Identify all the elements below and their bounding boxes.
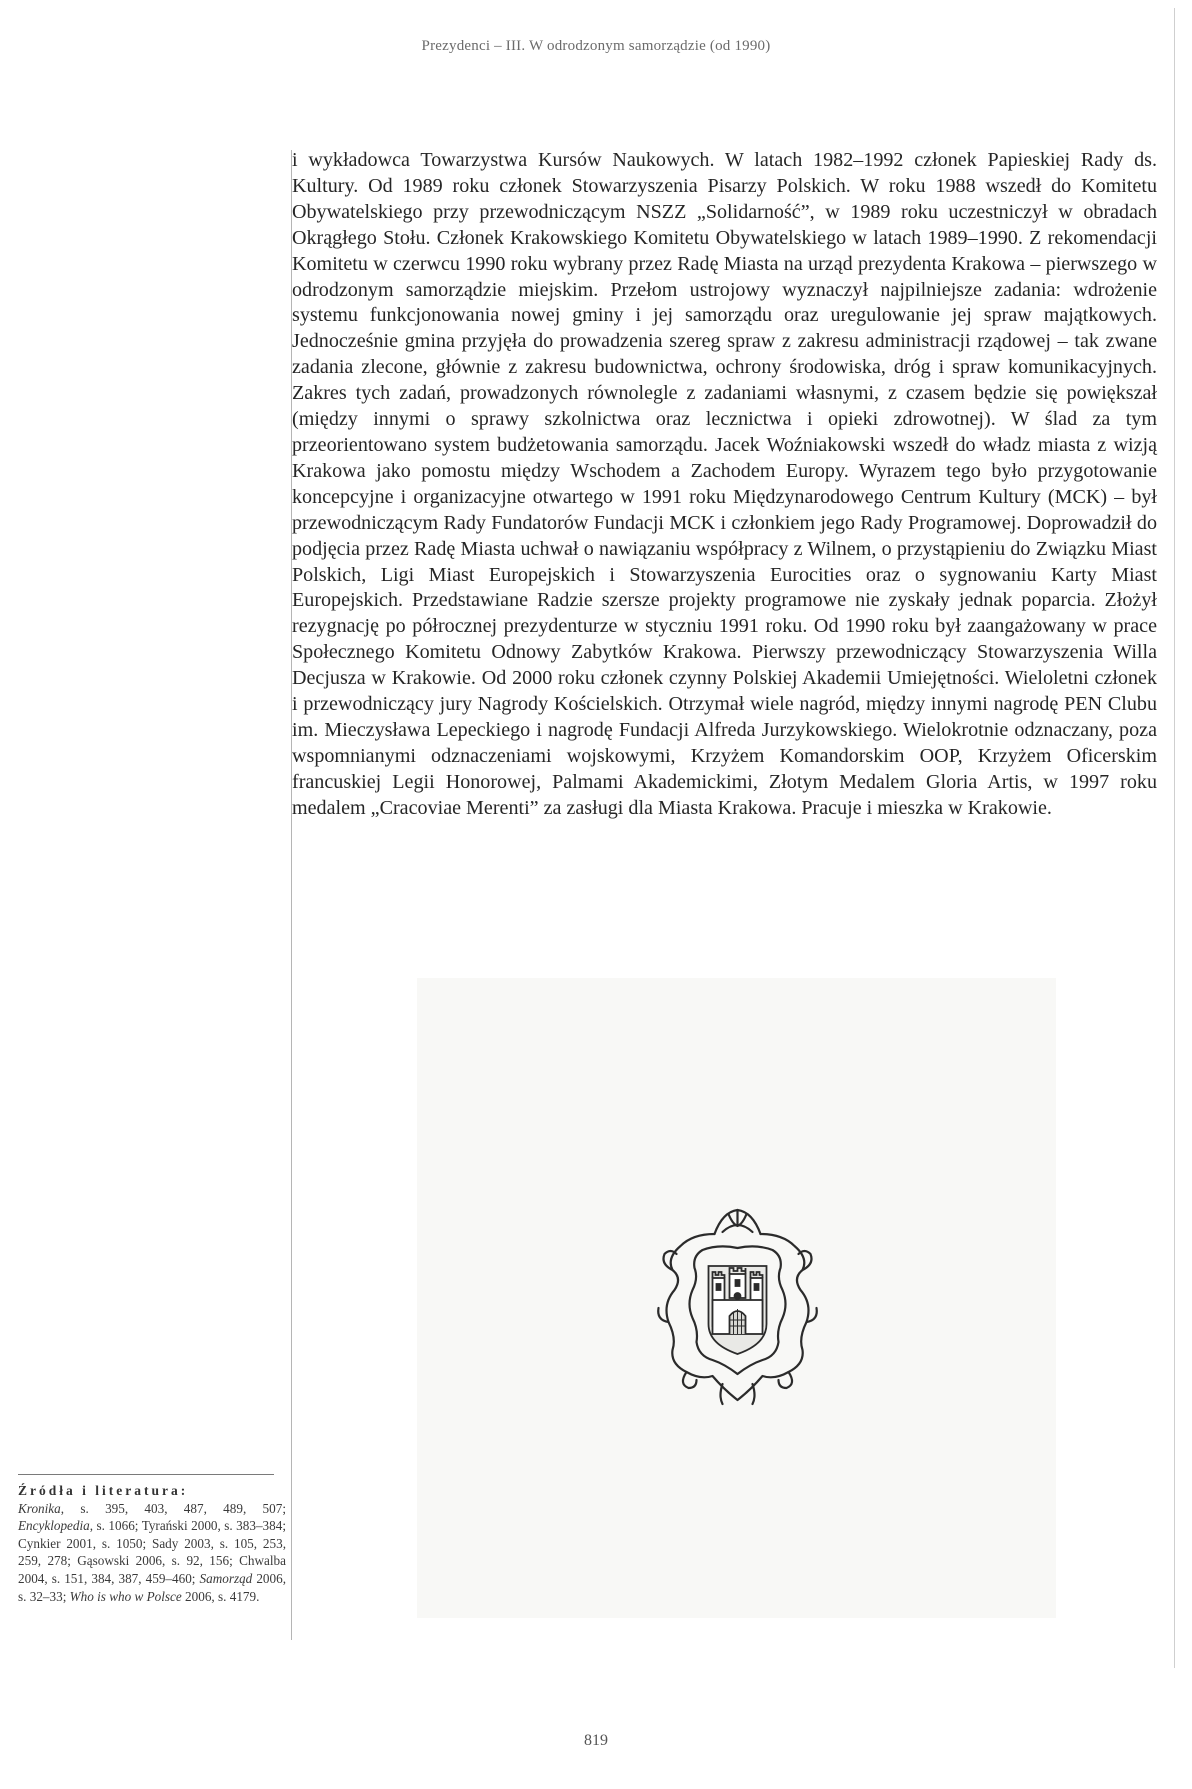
krakow-coat-of-arms-icon <box>652 1204 823 1408</box>
biography-text <box>292 148 1157 822</box>
source-pages: , s. 1066; Tyrański 2000, s. 383–384; Cynkier 2001, s. 1050; Sady 2003, s. 105, 253, 259, 278; Gąsowski 2006, s. 92, 156; Chwalba 2004, s. 151, 384, 387, 459–460; <box>18 1518 286 1586</box>
page-edge-line <box>1174 8 1175 1668</box>
sources-block <box>18 1482 286 1605</box>
source-title: Kronika <box>18 1500 61 1516</box>
source-title: Who is who w Polsce <box>69 1588 182 1604</box>
source-title: Encyklopedia <box>18 1518 90 1534</box>
footnote-rule <box>18 1474 274 1475</box>
sources-heading: Źródła i literatura: <box>18 1483 189 1498</box>
page-number: 819 <box>584 1732 608 1749</box>
source-pages: , s. 395, 403, 487, 489, 507; <box>60 1500 286 1516</box>
source-pages: 2006, s. 4179. <box>181 1588 260 1604</box>
source-title: Samorząd <box>199 1570 253 1586</box>
biography-paragraph: i wykładowca Towarzystwa Kursów Naukowych. W latach 1982–1992 członek Papieskiej Rady ds. Kultury. Od 1989 roku członek Stowarzyszenia Pisarzy Polskich. W roku 1988 wszedł do Komitetu Obywatelskiego przy przewodniczącym NSZZ „Solidarność”, w 1989 roku uczestniczył w obradach Okrągłego Stołu. Członek Krakowskiego Komitetu Obywatelskiego w latach 1989–1990. Z rekomendacji Komitetu w czerwcu 1990 roku wybrany przez Radę Miasta na urząd prezydenta Krakowa – pierwszego w odrodzonym samorządzie miejskim. Przełom ustrojowy wyznaczył najpilniejsze zadania: wdrożenie systemu funkcjonowania nowej gminy i jej samorządu oraz uregulowanie jej spraw majątkowych. Jednocześnie gmina przyjęła do prowadzenia szereg spraw z zakresu administracji rządowej – tak zwane zadania zlecone, głównie z zakresu budownictwa, ochrony środowiska, dróg i spraw komunikacyjnych. Zakres tych zadań, prowadzonych równolegle z zadaniami własnymi, z czasem będzie się powiększał (między innymi o sprawy szkolnictwa oraz lecznictwa i opieki zdrowotnej). W ślad za tym przeorientowano system budżetowania samorządu. Jacek Woźniakowski wszedł do władz miasta z wizją Krakowa jako pomostu między Wschodem a Zachodem Europy. Wyrazem tego było przygotowanie koncepcyjne i organizacyjne otwartego w 1991 roku Międzynarodowego Centrum Kultury (MCK) – był przewodniczącym Rady Fundatorów Fundacji MCK i członkiem jego Rady Programowej. Doprowadził do podjęcia przez Radę Miasta uchwał o nawiązaniu współpracy z Wilnem, o przystąpieniu do Związku Miast Polskich, Ligi Miast Europejskich i Stowarzyszenia Eurocities oraz o sygnowaniu Karty Miast Europejskich. Przedstawiane Radzie szersze projekty programowe nie zyskały jednak poparcia. Złożył rezygnację po półrocznej prezydenturze w styczniu 1991 roku. Od 1990 roku był zaangażowany w prace Społecznego Komitetu Odnowy Zabytków Krakowa. Pierwszy przewodniczący Stowarzyszenia Willa Decjusza w Krakowie. Od 2000 roku członek czynny Polskiej Akademii Umiejętności. Wieloletni członek i przewodniczący jury Nagrody Kościelskich. Otrzymał wiele nagród, między innymi nagrodę PEN Clubu im. Mieczysława Lepeckiego i nagrodę Fundacji Alfreda Jurzykowskiego. Wielokrotnie odznaczany, poza wspomnianymi odznaczeniami wojskowymi, Krzyżem Komandorskim OOP, Krzyżem Oficerskim francuskiej Legii Honorowej, Palmami Akademickimi, Złotym Medalem Gloria Artis, w 1997 roku medalem „Cracoviae Merenti” za zasługi dla Miasta Krakowa. Pracuje i mieszka w Krakowie. <box>292 149 1157 819</box>
running-head: Prezydenci – III. W odrodzonym samorządzie (od 1990) <box>421 38 771 54</box>
source-pages: 2006, s. 32–33; <box>18 1570 287 1604</box>
sources-text <box>18 1500 286 1606</box>
